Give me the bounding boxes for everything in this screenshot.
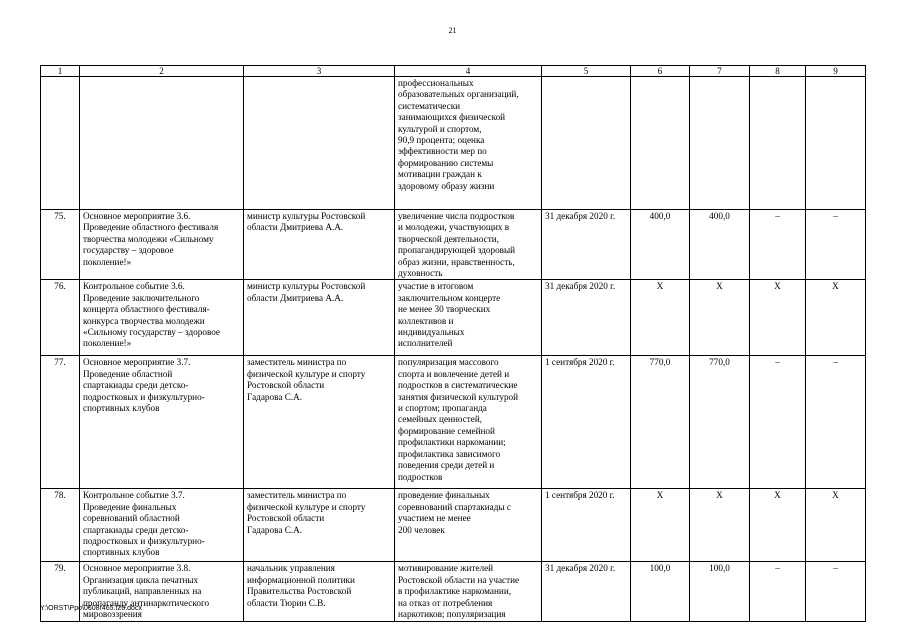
value-col-8-cell: Х [750,280,806,356]
value-col-7-cell [690,77,750,210]
file-path-footer: Y:\ORST\Ppo\0608r465.f20.docx [40,605,142,612]
row-number-cell [41,77,80,210]
event-name-cell: Контрольное событие 3.7. Проведение финальных соревнований областной спартакиады среди детско- подростковых и физкультурно- спортивных клубов [80,489,244,562]
value-col-8-cell [750,77,806,210]
expected-result-cell: увеличение числа подростков и молодежи, участвующих в творческой деятельности, пропагандирующей здоровый образ жизни, нравственность, духовность [395,210,542,280]
value-col-8-cell: Х [750,489,806,562]
responsible-cell: заместитель министра по физической культуре и спорту Ростовской области Гадарова С.А. [244,489,395,562]
event-name-cell: Основное мероприятие 3.6. Проведение областного фестиваля творчества молодежи «Сильному государству – здоровое поколение!» [80,210,244,280]
expected-result-cell: профессиональных образовательных организаций, систематически занимающихся физической культурой и спортом, 90,9 процента; оценка эффективности мер по формированию системы мотивации граждан к здоровому образу жизни [395,77,542,210]
value-col-6-cell: Х [631,280,690,356]
value-col-9-cell: – [806,210,866,280]
deadline-cell [542,77,631,210]
col-header-5: 5 [542,66,631,77]
deadline-cell: 1 сентября 2020 г. [542,356,631,489]
value-col-9-cell: Х [806,280,866,356]
page-number: 21 [448,26,457,35]
value-col-8-cell: – [750,356,806,489]
value-col-9-cell: Х [806,489,866,562]
value-col-7-cell: 770,0 [690,356,750,489]
value-col-9-cell: – [806,562,866,622]
value-col-7-cell: Х [690,489,750,562]
value-col-8-cell: – [750,210,806,280]
expected-result-cell: участие в итоговом заключительном концерте не менее 30 творческих коллективов и индивидуальных исполнителей [395,280,542,356]
event-name-cell: Основное мероприятие 3.7. Проведение областной спартакиады среди детско- подростковых и физкультурно- спортивных клубов [80,356,244,489]
value-col-9-cell: – [806,356,866,489]
row-number-cell: 75. [41,210,80,280]
row-number-cell: 77. [41,356,80,489]
expected-result-cell: проведение финальных соревнований спартакиады с участием не менее 200 человек [395,489,542,562]
row-number-cell: 78. [41,489,80,562]
event-name-cell [80,77,244,210]
column-number-row [41,66,866,77]
col-header-6: 6 [631,66,690,77]
deadline-cell: 31 декабря 2020 г. [542,210,631,280]
value-col-6-cell [631,77,690,210]
responsible-cell: министр культуры Ростовской области Дмитриева А.А. [244,210,395,280]
col-header-2: 2 [80,66,244,77]
table-row [41,356,866,489]
table-body [41,77,866,622]
deadline-cell: 1 сентября 2020 г. [542,489,631,562]
expected-result-cell: популяризация массового спорта и вовлечение детей и подростков в систематические занятия физической культурой и спортом; пропаганда семейных ценностей, формирование семейной профилактики наркомании; профилактика зависимого поведения среди детей и подростков [395,356,542,489]
value-col-7-cell: 100,0 [690,562,750,622]
table-row [41,280,866,356]
deadline-cell: 31 декабря 2020 г. [542,280,631,356]
program-table [40,65,866,622]
deadline-cell: 31 декабря 2020 г. [542,562,631,622]
col-header-3: 3 [244,66,395,77]
row-number-cell: 76. [41,280,80,356]
col-header-7: 7 [690,66,750,77]
event-name-cell: Контрольное событие 3.6. Проведение заключительного концерта областного фестиваля- конкурса творчества молодежи «Сильному государству – здоровое поколение!» [80,280,244,356]
value-col-8-cell: – [750,562,806,622]
value-col-7-cell: Х [690,280,750,356]
table-row [41,77,866,210]
responsible-cell: начальник управления информационной политики Правительства Ростовской области Тюрин С.В. [244,562,395,622]
responsible-cell: заместитель министра по физической культуре и спорту Ростовской области Гадарова С.А. [244,356,395,489]
col-header-9: 9 [806,66,866,77]
value-col-6-cell: 100,0 [631,562,690,622]
event-name-cell: Основное мероприятие 3.8. Организация цикла печатных публикаций, направленных на пропаганду антинаркотического мировоззрения [80,562,244,622]
col-header-8: 8 [750,66,806,77]
value-col-6-cell: 770,0 [631,356,690,489]
table-row [41,210,866,280]
expected-result-cell: мотивирование жителей Ростовской области на участие в профилактике наркомании, на отказ от потребления наркотиков; популяризация [395,562,542,622]
value-col-7-cell: 400,0 [690,210,750,280]
value-col-6-cell: 400,0 [631,210,690,280]
row-number-cell: 79. [41,562,80,622]
col-header-4: 4 [395,66,542,77]
value-col-9-cell [806,77,866,210]
responsible-cell: министр культуры Ростовской области Дмитриева А.А. [244,280,395,356]
table-row [41,562,866,622]
responsible-cell [244,77,395,210]
value-col-6-cell: Х [631,489,690,562]
table-row [41,489,866,562]
col-header-1: 1 [41,66,80,77]
